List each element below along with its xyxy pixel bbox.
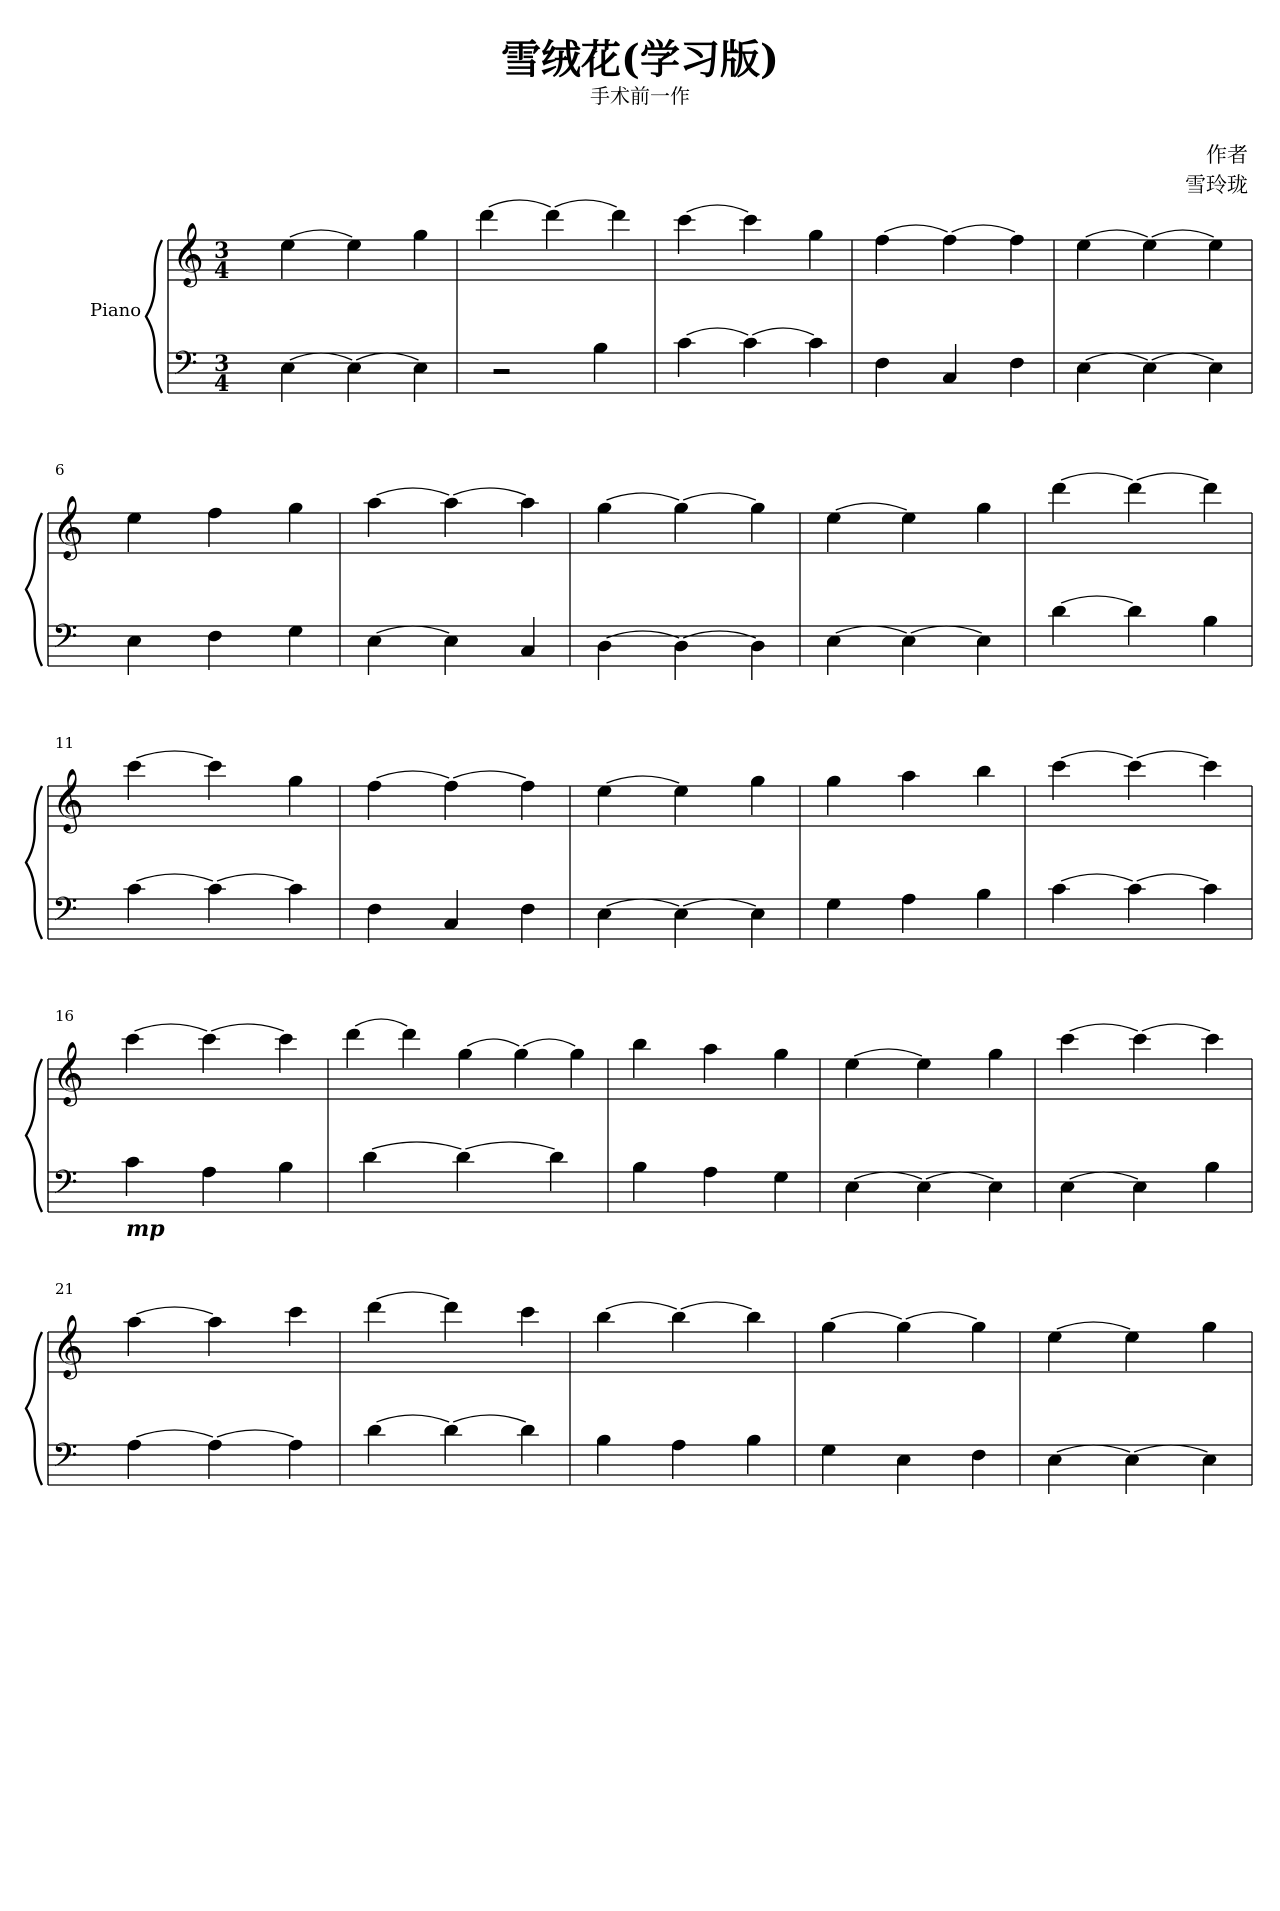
treble-clef: 𝄞 (52, 1041, 84, 1104)
bass-clef: 𝄢 (52, 1437, 78, 1483)
tie-slur (1152, 230, 1214, 237)
tie-slur (1057, 1322, 1130, 1329)
tie-slur (372, 1142, 461, 1149)
tie-slur (683, 899, 756, 906)
tie-slur (465, 1142, 554, 1149)
dynamic-marking: mp (126, 1216, 165, 1242)
treble-clef: 𝄞 (52, 768, 84, 831)
tie-slur (523, 1039, 575, 1046)
tie-slur (906, 1312, 977, 1319)
tie-slur (489, 200, 551, 207)
tie-slur (683, 631, 756, 638)
tie-slur (136, 1307, 213, 1314)
composer-name: 雪玲珑 (1185, 173, 1248, 197)
composer-label: 作者 (1206, 143, 1248, 167)
tie-slur (687, 205, 749, 212)
time-signature-upper: 3 (214, 351, 230, 377)
tie-slur (217, 874, 294, 881)
tie-slur (1086, 353, 1148, 360)
tie-slur (607, 899, 680, 906)
tie-slur (453, 771, 526, 778)
treble-clef: 𝄞 (52, 1314, 84, 1377)
tie-slur (356, 353, 418, 360)
tie-slur (377, 626, 450, 633)
time-signature-lower: 4 (214, 258, 230, 284)
tie-slur (1070, 1024, 1138, 1031)
tie-slur (135, 1024, 208, 1031)
score-subtitle: 手术前一作 (590, 84, 690, 108)
bass-clef: 𝄢 (52, 618, 78, 664)
measure-number: 11 (55, 734, 75, 752)
tie-slur (752, 328, 814, 335)
tie-slur (1061, 596, 1133, 603)
tie-slur (836, 503, 907, 510)
tie-slur (1061, 751, 1133, 758)
tie-slur (136, 1430, 213, 1437)
treble-clef: 𝄞 (172, 222, 204, 285)
treble-clef: 𝄞 (52, 495, 84, 558)
tie-slur (377, 771, 450, 778)
tie-slur (467, 1039, 519, 1046)
bass-clef: 𝄢 (52, 891, 78, 937)
tie-slur (831, 1312, 902, 1319)
tie-slur (1137, 874, 1209, 881)
tie-slur (1061, 473, 1133, 480)
score-title: 雪绒花(学习版) (501, 36, 779, 83)
grand-staff-brace (26, 786, 42, 939)
tie-slur (1086, 230, 1148, 237)
tie-slur (854, 1049, 922, 1056)
tie-slur (681, 1302, 752, 1309)
tie-slur (687, 328, 749, 335)
tie-slur (607, 631, 680, 638)
tie-slur (952, 225, 1015, 232)
tie-slur (683, 493, 756, 500)
tie-slur (1142, 1024, 1210, 1031)
tie-slur (377, 1415, 450, 1422)
tie-slur (1137, 751, 1209, 758)
tie-slur (836, 626, 907, 633)
tie-slur (1070, 1172, 1138, 1179)
time-signature-upper: 3 (214, 238, 230, 264)
measure-number: 6 (55, 461, 65, 479)
tie-slur (211, 1024, 284, 1031)
measure-number: 16 (55, 1007, 75, 1025)
tie-slur (884, 225, 947, 232)
tie-slur (453, 488, 526, 495)
tie-slur (555, 200, 617, 207)
tie-slur (290, 353, 352, 360)
grand-staff-brace (146, 240, 162, 393)
tie-slur (1134, 1445, 1207, 1452)
instrument-label: Piano (90, 300, 142, 321)
tie-slur (355, 1019, 407, 1026)
rest (494, 369, 510, 374)
tie-slur (217, 1430, 294, 1437)
tie-slur (911, 626, 982, 633)
tie-slur (854, 1172, 922, 1179)
tie-slur (377, 1292, 450, 1299)
grand-staff-brace (26, 513, 42, 666)
tie-slur (926, 1172, 994, 1179)
tie-slur (1137, 473, 1209, 480)
tie-slur (607, 493, 680, 500)
bass-clef: 𝄢 (172, 345, 198, 391)
tie-slur (1152, 353, 1214, 360)
tie-slur (453, 1415, 526, 1422)
tie-slur (607, 776, 680, 783)
tie-slur (377, 488, 450, 495)
measure-number: 21 (55, 1280, 75, 1298)
grand-staff-brace (26, 1332, 42, 1485)
tie-slur (136, 874, 213, 881)
grand-staff-brace (26, 1059, 42, 1212)
bass-clef: 𝄢 (52, 1164, 78, 1210)
tie-slur (606, 1302, 677, 1309)
tie-slur (1061, 874, 1133, 881)
time-signature-lower: 4 (214, 371, 230, 397)
tie-slur (136, 751, 213, 758)
tie-slur (290, 230, 352, 237)
tie-slur (1057, 1445, 1130, 1452)
